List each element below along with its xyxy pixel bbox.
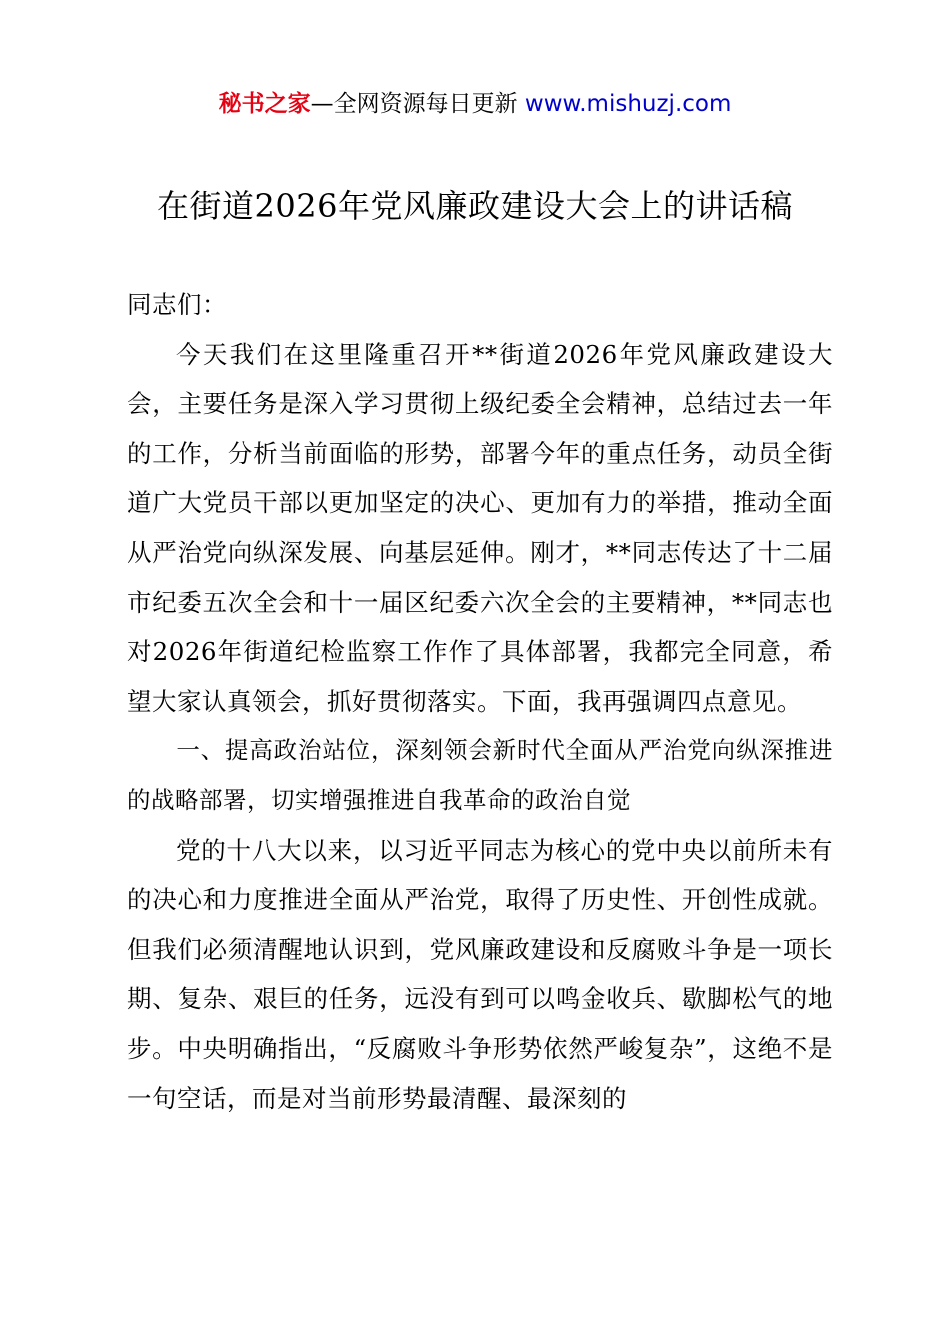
- section-paragraph: 党的十八大以来，以习近平同志为核心的党中央以前所未有的决心和力度推进全面从严治党，取得了历史性、开创性成就。但我们必须清醒地认识到，党风廉政建设和反腐败斗争是一项长期、复杂、艰巨的任务，远没有到可以鸣金收兵、歇脚松气的地步。中央明确指出，“反腐败斗争形势依然严峻复杂”，这绝不是一句空话，而是对当前形势最清醒、最深刻的: [127, 835, 833, 1113]
- section-heading: 一、提高政治站位，深刻领会新时代全面从严治党向纵深推进的战略部署，切实增强推进自我革命的政治自觉: [127, 736, 833, 814]
- site-header: [0, 86, 950, 122]
- site-url-link[interactable]: www.mishuzj.com: [524, 91, 732, 117]
- document-title: 在街道2026年党风廉政建设大会上的讲话稿: [157, 187, 793, 225]
- brand-name: 秘书之家: [218, 91, 311, 117]
- document-body: [127, 280, 833, 1123]
- intro-paragraph: 今天我们在这里隆重召开**街道2026年党风廉政建设大会，主要任务是深入学习贯彻上级纪委全会精神，总结过去一年的工作，分析当前面临的形势，部署今年的重点任务，动员全街道广大党员干部以更加坚定的决心、更加有力的举措，推动全面从严治党向纵深发展、向基层延伸。刚才，**同志传达了十二届市纪委五次全会和十一届区纪委六次全会的主要精神，**同志也对2026年街道纪检监察工作作了具体部署，我都完全同意，希望大家认真领会，抓好贯彻落实。下面，我再强调四点意见。: [127, 339, 833, 716]
- site-tagline: —全网资源每日更新: [310, 91, 525, 117]
- salutation: 同志们：: [127, 290, 227, 319]
